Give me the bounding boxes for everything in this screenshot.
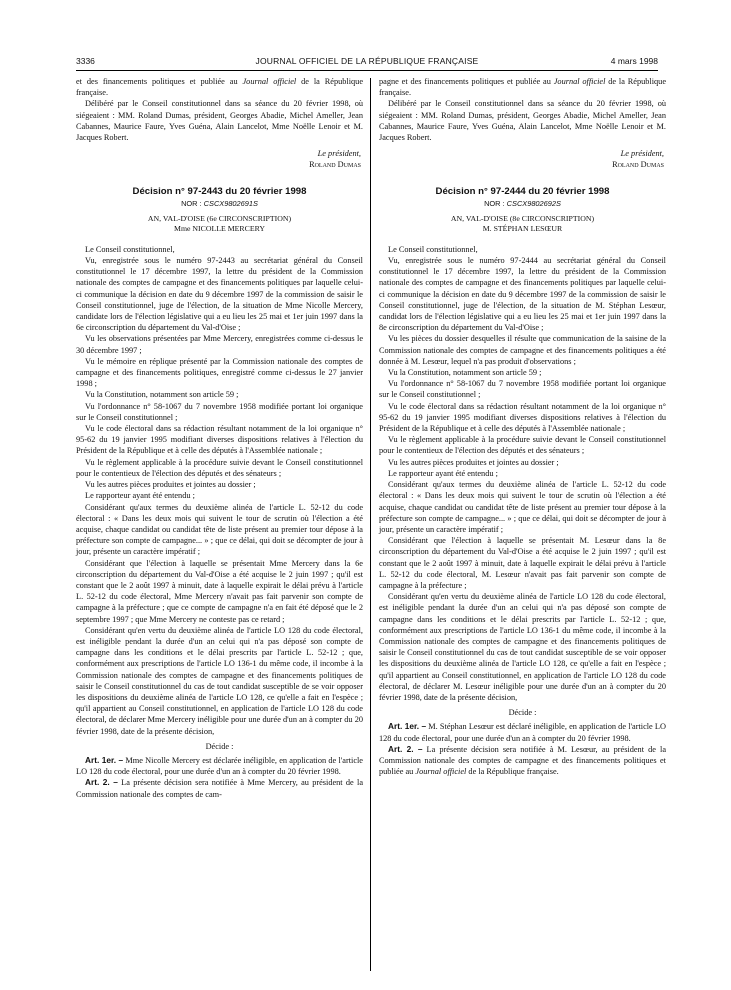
nor-reference: NOR : CSCX9802691S (181, 198, 258, 208)
issue-date: 4 mars 1998 (610, 56, 658, 66)
decide-heading: Décide : (205, 741, 234, 751)
header-rule (76, 70, 658, 71)
paragraph: Vu les pièces du dossier desquelles il résulte que communication de la saisine de la Commission nationale des comptes de campagne et des financements politiques a été donnée à M. Lesœur, lequel n'a pas produit d'observations ; (379, 334, 666, 366)
deliberation-text: Délibéré par le Conseil constitutionnel dans sa séance du 20 février 1998, où siégeaient : MM. Roland Dumas, président, Georges Abadie, Michel Ameller, Jean Cabannes, Maurice Faure, Yves Guéna, Alain Lancelot, Mme Noëlle Lenoir et M. Jacques Robert. (379, 99, 666, 143)
paragraph: Vu les autres pièces produites et jointes au dossier ; (388, 457, 559, 467)
paragraph: Vu, enregistrée sous le numéro 97-2444 au secrétariat général du Conseil constitutionnel le 17 décembre 1997, la lettre du président de la Commission nationale des comptes de campagne et des financements politiques par laquelle celui-ci communique la décision en date du 9 décembre 1997 de la commission de saisir le Conseil constitutionnel, juge de l'élection, de la situation de M. Stéphan Lesœur, candidat lors de l'élection législative qui a eu lieu les 25 mai et 1er juin 1997 dans la 8e circonscription du département du Val-d'Oise ; (379, 256, 666, 333)
signature-title: Le président, (620, 149, 664, 159)
left-column (76, 76, 363, 800)
article-2: Art. 2. – La présente décision sera notifiée à Mme Mercery, au président de la Commission nationale des comptes de cam- (76, 777, 364, 799)
paragraph: Vu le code électoral dans sa rédaction résultant notamment de la loi organique n° 95-62 du 19 janvier 1995 modifiant diverses dispositions relatives à l'élection du Président de la République et à celle des députés à l'Assemblée nationale ; (76, 424, 363, 456)
signature-title: Le président, (317, 149, 361, 159)
deliberation-text: Délibéré par le Conseil constitutionnel dans sa séance du 20 février 1998, où siégeaient : MM. Roland Dumas, président, Georges Abadie, Michel Ameller, Jean Cabannes, Maurice Faure, Yves Guéna, Alain Lancelot, Mme Noëlle Lenoir et M. Jacques Robert. (76, 99, 363, 143)
candidate-name: M. STÉPHAN LESŒUR (482, 224, 563, 234)
paragraph: Vu la Constitution, notamment son article 59 ; (388, 368, 542, 378)
page-number: 3336 (76, 56, 95, 66)
paragraph: Vu les observations présentées par Mme Mercery, enregistrées comme ci-dessus le 30 décembre 1997 ; (76, 334, 363, 355)
paragraph: Vu la Constitution, notamment son article 59 ; (85, 390, 239, 400)
circonscription: AN, VAL-D'OISE (8e CIRCONSCRIPTION) (450, 213, 595, 223)
paragraph: Le rapporteur ayant été entendu ; (85, 491, 195, 501)
paragraph: Considérant que l'élection à laquelle se présentait M. Lesœur dans la 8e circonscription du département du Val-d'Oise a été acquise le 2 juin 1997 ; qu'il est constant que le 2 août 1997 à minuit, date à laquelle expirait le délai prévu à l'article L. 52-12 du code électoral, M. Lesœur n'avait pas fait parvenir son compte de campagne à la préfecture ; (379, 536, 666, 590)
column-divider (370, 78, 371, 971)
signature-name: Roland Dumas (309, 160, 361, 170)
paragraph: Vu l'ordonnance n° 58-1067 du 7 novembre 1958 modifiée portant loi organique sur le Conseil constitutionnel ; (379, 379, 666, 400)
paragraph: Vu les autres pièces produites et jointes au dossier ; (85, 480, 256, 490)
paragraph: Vu le mémoire en réplique présenté par la Commission nationale des comptes de campagne et des financements politiques, enregistré comme ci-dessus le 27 janvier 1998 ; (76, 356, 363, 389)
paragraph: Considérant qu'aux termes du deuxième alinéa de l'article L. 52-12 du code électoral : « Dans les deux mois qui suivent le tour de scrutin où l'élection a été acquise, chaque candidat ou candidat tête de liste présent au premier tour dépose à la préfecture son compte de campagne... » ; que ce délai, qui doit se décompter de jour à jour, présente un caractère impératif ; (76, 502, 363, 557)
paragraph: Considérant qu'en vertu du deuxième alinéa de l'article LO 128 du code électoral, est inéligible pendant la durée d'un an celui qui n'a pas déposé son compte de campagne dans les conditions et le délai prescrits par l'article L. 52-12 ; que, conformément aux prescriptions de l'article LO 136-1 du même code, il incombe à la Commission nationale des comptes de campagne et des financements politiques de saisir le Conseil constitutionnel du cas de tout candidat susceptible de se voir opposer les dispositions du deuxième alinéa de l'article LO 128, ce qu'elle a fait en l'espèce ; qu'il appartient au Conseil constitutionnel, en application de l'article LO 128 du code électoral, de déclarer Mme Mercery inéligible pour une durée d'un an à compter du 20 février 1998, date de la présente décision, (76, 625, 363, 736)
carry-over-text: pagne et des financements politiques et publiée au Journal officiel de la République française. (379, 77, 667, 98)
paragraph: Le Conseil constitutionnel, (388, 244, 478, 254)
paragraph: Le Conseil constitutionnel, (85, 244, 175, 254)
paragraph: Considérant qu'aux termes du deuxième alinéa de l'article L. 52-12 du code électoral : « Dans les deux mois qui suivent le tour de scrutin où l'élection a été acquise, chaque candidat ou candidat tête de liste présent au premier tour dépose à la préfecture son compte de campagne... » ; que ce délai, qui doit se décompter de jour à jour, présente un caractère impératif ; (379, 480, 666, 534)
candidate-name: Mme NICOLLE MERCERY (174, 224, 265, 234)
paragraph: Vu l'ordonnance n° 58-1067 du 7 novembre 1958 modifiée portant loi organique sur le Conseil constitutionnel ; (76, 401, 363, 422)
article-1: Art. 1er. – Mme Nicolle Mercery est déclarée inéligible, en application de l'article LO 128 du code électoral, pour une durée d'un an à compter du 20 février 1998. (76, 754, 363, 777)
paragraph: Considérant que l'élection à laquelle se présentait Mme Mercery dans la 6e circonscription du département du Val-d'Oise a été acquise le 2 juin 1997 ; qu'il est constant que le 2 août 1997 à minuit, date à laquelle expirait le délai prévu à l'article L. 52-12 du code électoral, Mme Mercery n'avait pas fait parvenir son compte de campagne à la préfecture ; que ce compte de campagne n'a en fait été déposé que le 2 septembre 1997 ; que Mme Mercery ne conteste pas ce retard ; (76, 558, 363, 624)
right-column (379, 76, 666, 777)
carry-over-text: et des financements politiques et publiée au Journal officiel de la République française. (76, 77, 364, 98)
paragraph: Vu le règlement applicable à la procédure suivie devant le Conseil constitutionnel pour le contentieux de l'élection des députés et des sénateurs ; (76, 457, 363, 478)
paragraph: Le rapporteur ayant été entendu ; (388, 468, 498, 478)
journal-title: JOURNAL OFFICIEL DE LA RÉPUBLIQUE FRANÇAISE (255, 56, 479, 66)
paragraph: Considérant qu'en vertu du deuxième alinéa de l'article LO 128 du code électoral, est inéligible pendant la durée d'un an celui qui n'a pas déposé son compte de campagne dans les conditions et le délai prescrits par l'article L. 52-12 ; que, conformément aux prescriptions de l'article LO 136-1 du même code, il incombe à la Commission nationale des comptes de campagne et des financements politiques de saisir le Conseil constitutionnel du cas de tout candidat susceptible de se voir opposer les dispositions du deuxième alinéa de l'article LO 128, ce qu'elle a fait en l'espèce ; qu'il appartient au Conseil constitutionnel, en application de l'article LO 128 du code électoral, de déclarer M. Lesœur inéligible pour une durée d'un an à compter du 20 février 1998, date de la présente décision, (379, 592, 666, 702)
article-2: Art. 2. – La présente décision sera notifiée à M. Lesœur, au président de la Commission nationale des comptes de campagne et des financements politiques et publiée au Journal officiel de la République française. (379, 743, 666, 777)
signature-name: Roland Dumas (612, 160, 664, 170)
decision-title: Décision n° 97-2443 du 20 février 1998 (132, 185, 307, 197)
decide-heading: Décide : (508, 708, 537, 718)
circonscription: AN, VAL-D'OISE (6e CIRCONSCRIPTION) (147, 213, 292, 223)
paragraph: Vu le règlement applicable à la procédure suivie devant le Conseil constitutionnel pour le contentieux de l'élection des députés et des sénateurs ; (379, 435, 666, 456)
paragraph: Vu, enregistrée sous le numéro 97-2443 au secrétariat général du Conseil constitutionnel le 17 décembre 1997, la lettre du président de la Commission nationale des comptes de campagne et des financements politiques par laquelle celui-ci communique la décision en date du 9 décembre 1997 de la commission de saisir le Conseil constitutionnel, juge de l'élection, de la situation de Mme Nicolle Mercery, candidate lors de l'élection législative qui a eu lieu les 25 mai et 1er juin 1997 dans la 6e circonscription du département du Val-d'Oise ; (76, 256, 363, 333)
nor-reference: NOR : CSCX9802692S (484, 198, 561, 208)
decision-title: Décision n° 97-2444 du 20 février 1998 (435, 185, 610, 197)
paragraph: Vu le code électoral dans sa rédaction résultant notamment de la loi organique n° 95-62 du 19 janvier 1995 modifiant diverses dispositions relatives à l'élection du Président de la République et à celle des députés à l'Assemblée nationale ; (379, 401, 666, 434)
article-1: Art. 1er. – M. Stéphan Lesœur est déclaré inéligible, en application de l'article LO 128 du code électoral, pour une durée d'un an à compter du 20 février 1998. (379, 721, 666, 743)
page-header (76, 56, 658, 68)
